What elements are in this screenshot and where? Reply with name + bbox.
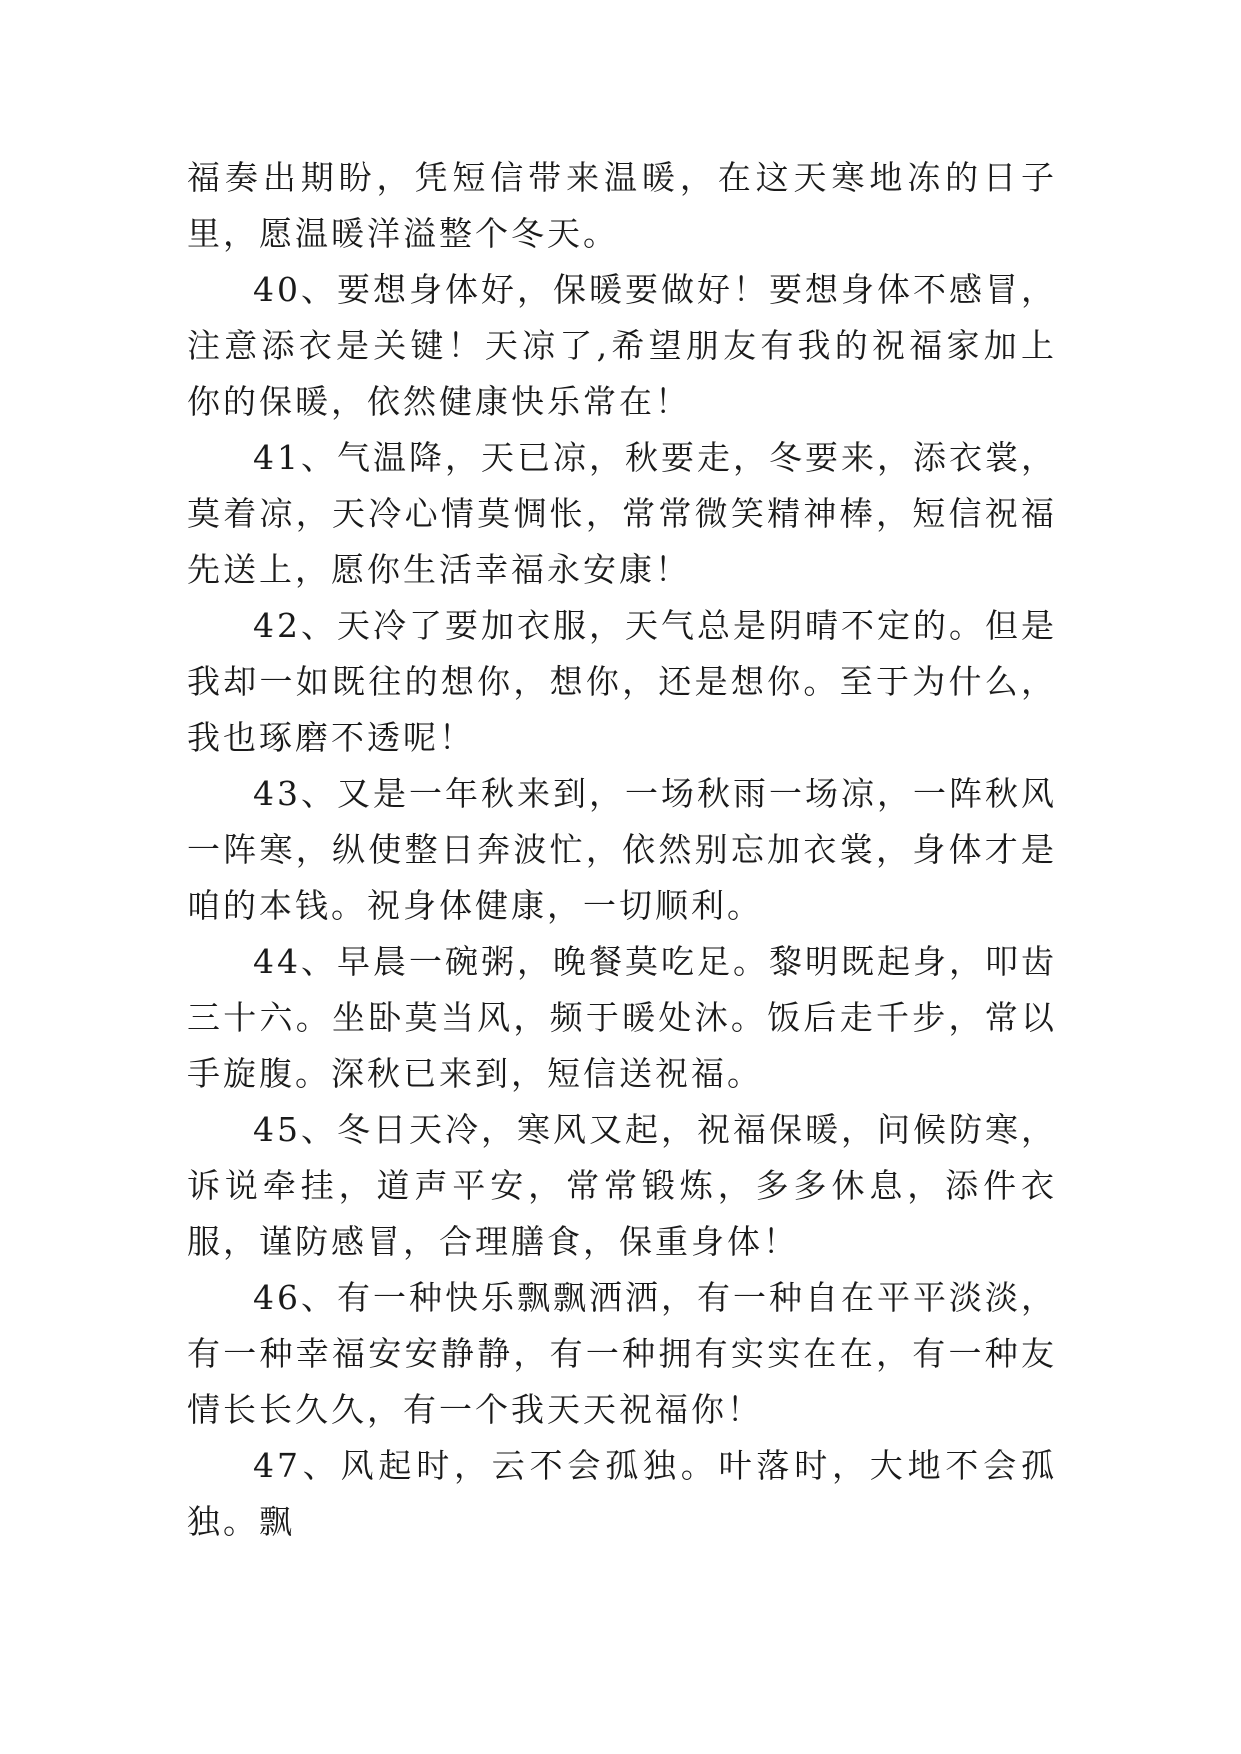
paragraph-42: 42、天冷了要加衣服，天气总是阴晴不定的。但是我却一如既往的想你，想你，还是想你。至于为什么，我也琢磨不透呢！ [187, 606, 1057, 757]
paragraph-44: 44、早晨一碗粥，晚餐莫吃足。黎明既起身，叩齿三十六。坐卧莫当风，频于暖处沐。饭后走千步，常以手旋腹。深秋已来到，短信送祝福。 [187, 942, 1057, 1093]
paragraph-45: 45、冬日天冷，寒风又起，祝福保暖，问候防寒，诉说牵挂，道声平安，常常锻炼，多多休息，添件衣服，谨防感冒，合理膳食，保重身体！ [187, 1110, 1057, 1261]
paragraph-41: 41、气温降，天已凉，秋要走，冬要来，添衣裳，莫着凉，天冷心情莫惆怅，常常微笑精神棒，短信祝福先送上，愿你生活幸福永安康！ [187, 438, 1057, 589]
paragraph-43: 43、又是一年秋来到，一场秋雨一场凉，一阵秋风一阵寒，纵使整日奔波忙，依然别忘加衣裳，身体才是咱的本钱。祝身体健康，一切顺利。 [187, 774, 1057, 925]
document-body [187, 150, 1057, 1550]
paragraph-continuation: 福奏出期盼，凭短信带来温暖，在这天寒地冻的日子里，愿温暖洋溢整个冬天。 [187, 158, 1057, 253]
paragraph-40: 40、要想身体好，保暖要做好！要想身体不感冒，注意添衣是关键！天凉了,希望朋友有我的祝福家加上你的保暖，依然健康快乐常在！ [187, 270, 1057, 421]
paragraph-46: 46、有一种快乐飘飘洒洒，有一种自在平平淡淡，有一种幸福安安静静，有一种拥有实实在在，有一种友情长长久久，有一个我天天祝福你！ [187, 1278, 1057, 1429]
paragraph-47: 47、风起时，云不会孤独。叶落时，大地不会孤独。飘 [187, 1446, 1057, 1541]
